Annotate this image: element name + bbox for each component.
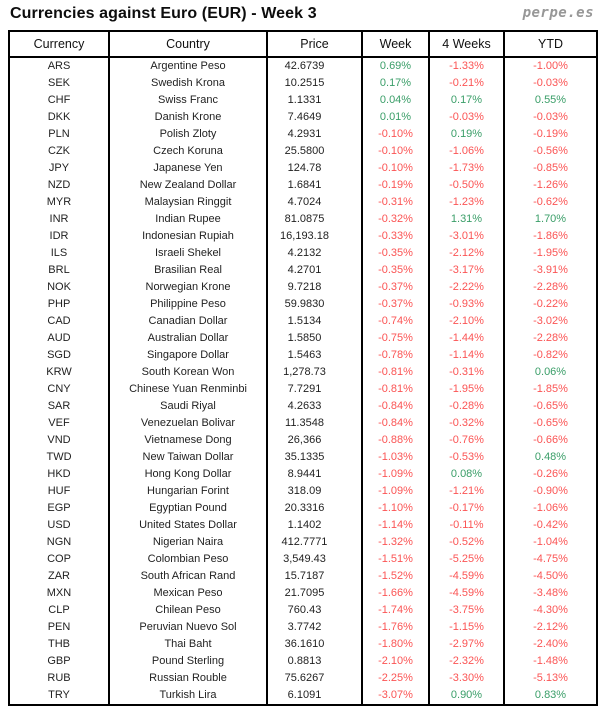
currency-code-cell: VND [9,432,109,449]
country-cell: Czech Koruna [109,143,267,160]
price-cell: 0.8813 [267,653,362,670]
ytd-cell: -0.19% [504,126,597,143]
week-cell: -1.66% [362,585,429,602]
table-row [9,687,597,705]
four-weeks-cell: -0.93% [429,296,504,313]
table-row [9,109,597,126]
week-cell: -0.81% [362,364,429,381]
price-cell: 25.5800 [267,143,362,160]
country-cell: Peruvian Nuevo Sol [109,619,267,636]
ytd-cell: -4.50% [504,568,597,585]
price-cell: 81.0875 [267,211,362,228]
country-cell: Pound Sterling [109,653,267,670]
week-cell: -0.74% [362,313,429,330]
ytd-cell: -2.28% [504,279,597,296]
table-row [9,330,597,347]
week-cell: -0.37% [362,279,429,296]
week-cell: -0.78% [362,347,429,364]
table-row [9,194,597,211]
price-cell: 75.6267 [267,670,362,687]
week-cell: -0.19% [362,177,429,194]
four-weeks-cell: -2.97% [429,636,504,653]
four-weeks-cell: 0.90% [429,687,504,705]
country-cell: Hungarian Forint [109,483,267,500]
price-cell: 412.7771 [267,534,362,551]
week-cell: -1.09% [362,466,429,483]
country-cell: Indonesian Rupiah [109,228,267,245]
four-weeks-cell: -0.53% [429,449,504,466]
price-cell: 7.7291 [267,381,362,398]
currency-code-cell: RUB [9,670,109,687]
price-cell: 11.3548 [267,415,362,432]
ytd-cell: -0.03% [504,109,597,126]
price-cell: 16,193.18 [267,228,362,245]
price-cell: 1.5134 [267,313,362,330]
country-cell: Australian Dollar [109,330,267,347]
four-weeks-cell: -0.11% [429,517,504,534]
ytd-cell: -0.82% [504,347,597,364]
country-cell: Polish Zloty [109,126,267,143]
four-weeks-cell: -0.76% [429,432,504,449]
table-row [9,177,597,194]
table-row [9,517,597,534]
currency-code-cell: ZAR [9,568,109,585]
price-cell: 15.7187 [267,568,362,585]
week-cell: 0.04% [362,92,429,109]
country-cell: Brasilian Real [109,262,267,279]
country-cell: Thai Baht [109,636,267,653]
currency-code-cell: USD [9,517,109,534]
price-cell: 4.7024 [267,194,362,211]
country-cell: Norwegian Krone [109,279,267,296]
price-cell: 124.78 [267,160,362,177]
four-weeks-cell: 0.08% [429,466,504,483]
ytd-cell: -1.86% [504,228,597,245]
price-cell: 4.2701 [267,262,362,279]
week-cell: -0.10% [362,160,429,177]
currency-code-cell: NGN [9,534,109,551]
four-weeks-cell: -3.17% [429,262,504,279]
country-cell: Chilean Peso [109,602,267,619]
country-cell: Egyptian Pound [109,500,267,517]
currency-code-cell: PHP [9,296,109,313]
four-weeks-cell: 1.31% [429,211,504,228]
four-weeks-cell: -0.31% [429,364,504,381]
week-cell: 0.17% [362,75,429,92]
ytd-cell: -1.95% [504,245,597,262]
four-weeks-cell: -1.14% [429,347,504,364]
week-cell: -0.81% [362,381,429,398]
ytd-cell: -0.26% [504,466,597,483]
ytd-cell: -0.56% [504,143,597,160]
ytd-cell: -0.62% [504,194,597,211]
four-weeks-cell: 0.17% [429,92,504,109]
week-cell: -0.35% [362,245,429,262]
currency-code-cell: ARS [9,57,109,75]
country-cell: Saudi Riyal [109,398,267,415]
price-cell: 7.4649 [267,109,362,126]
price-cell: 318.09 [267,483,362,500]
price-cell: 21.7095 [267,585,362,602]
brand-logo: perpe.es [522,5,594,21]
price-cell: 4.2633 [267,398,362,415]
table-row [9,670,597,687]
ytd-cell: -0.65% [504,398,597,415]
currency-code-cell: MXN [9,585,109,602]
table-row [9,313,597,330]
currency-code-cell: KRW [9,364,109,381]
table-row [9,245,597,262]
week-cell: -0.10% [362,143,429,160]
table-row [9,636,597,653]
country-cell: New Taiwan Dollar [109,449,267,466]
ytd-cell: -3.91% [504,262,597,279]
table-row [9,483,597,500]
four-weeks-cell: -0.50% [429,177,504,194]
week-cell: -1.51% [362,551,429,568]
four-weeks-cell: -3.30% [429,670,504,687]
four-weeks-cell: -0.21% [429,75,504,92]
table-row [9,602,597,619]
currency-code-cell: THB [9,636,109,653]
currency-code-cell: SEK [9,75,109,92]
week-cell: -2.10% [362,653,429,670]
country-cell: Malaysian Ringgit [109,194,267,211]
currency-code-cell: TWD [9,449,109,466]
week-cell: -2.25% [362,670,429,687]
table-row [9,398,597,415]
four-weeks-cell: -0.52% [429,534,504,551]
week-cell: -1.76% [362,619,429,636]
price-cell: 6.1091 [267,687,362,705]
price-cell: 42.6739 [267,57,362,75]
country-cell: Philippine Peso [109,296,267,313]
ytd-cell: -0.65% [504,415,597,432]
currency-code-cell: EGP [9,500,109,517]
table-row [9,296,597,313]
ytd-cell: -1.85% [504,381,597,398]
country-cell: Argentine Peso [109,57,267,75]
table-body [9,57,597,705]
price-cell: 36.1610 [267,636,362,653]
ytd-cell: -1.48% [504,653,597,670]
week-cell: -1.52% [362,568,429,585]
table-row [9,347,597,364]
four-weeks-cell: -0.32% [429,415,504,432]
four-weeks-cell: -1.23% [429,194,504,211]
week-cell: -1.80% [362,636,429,653]
week-cell: -0.75% [362,330,429,347]
week-cell: -0.84% [362,415,429,432]
table-header [9,31,597,57]
column-header-country-cell: Country [109,31,267,57]
price-cell: 1.1402 [267,517,362,534]
country-cell: Israeli Shekel [109,245,267,262]
week-cell: -0.37% [362,296,429,313]
country-cell: Russian Rouble [109,670,267,687]
four-weeks-cell: -0.03% [429,109,504,126]
currency-code-cell: GBP [9,653,109,670]
country-cell: Nigerian Naira [109,534,267,551]
ytd-cell: 0.55% [504,92,597,109]
week-cell: -0.35% [362,262,429,279]
price-cell: 10.2515 [267,75,362,92]
table-row [9,92,597,109]
currency-code-cell: TRY [9,687,109,705]
country-cell: Hong Kong Dollar [109,466,267,483]
column-header-currency-code-cell: Currency [9,31,109,57]
page-title: Currencies against Euro (EUR) - Week 3 [10,5,317,22]
country-cell: South African Rand [109,568,267,585]
ytd-cell: -0.66% [504,432,597,449]
four-weeks-cell: -5.25% [429,551,504,568]
price-cell: 3,549.43 [267,551,362,568]
ytd-cell: -0.42% [504,517,597,534]
four-weeks-cell: -1.33% [429,57,504,75]
table-row [9,500,597,517]
ytd-cell: -4.75% [504,551,597,568]
week-cell: -0.10% [362,126,429,143]
currency-code-cell: NOK [9,279,109,296]
country-cell: Swedish Krona [109,75,267,92]
column-header-four-weeks-cell: 4 Weeks [429,31,504,57]
ytd-cell: -0.85% [504,160,597,177]
currency-code-cell: CLP [9,602,109,619]
week-cell: -1.32% [362,534,429,551]
four-weeks-cell: 0.19% [429,126,504,143]
table-row [9,466,597,483]
price-cell: 20.3316 [267,500,362,517]
currency-code-cell: IDR [9,228,109,245]
week-cell: -0.31% [362,194,429,211]
table-row [9,551,597,568]
country-cell: Colombian Peso [109,551,267,568]
ytd-cell: 0.83% [504,687,597,705]
currency-table [8,30,598,706]
price-cell: 59.9830 [267,296,362,313]
four-weeks-cell: -1.06% [429,143,504,160]
price-cell: 1.5850 [267,330,362,347]
table-row [9,432,597,449]
table-row [9,262,597,279]
currency-code-cell: CAD [9,313,109,330]
country-cell: Vietnamese Dong [109,432,267,449]
ytd-cell: -2.40% [504,636,597,653]
table-row [9,653,597,670]
country-cell: Danish Krone [109,109,267,126]
currency-code-cell: NZD [9,177,109,194]
week-cell: -0.32% [362,211,429,228]
ytd-cell: -0.90% [504,483,597,500]
ytd-cell: 1.70% [504,211,597,228]
currency-code-cell: ILS [9,245,109,262]
country-cell: Japanese Yen [109,160,267,177]
country-cell: United States Dollar [109,517,267,534]
currency-code-cell: CZK [9,143,109,160]
four-weeks-cell: -2.10% [429,313,504,330]
table-row [9,228,597,245]
four-weeks-cell: -3.75% [429,602,504,619]
ytd-cell: -0.22% [504,296,597,313]
table-row [9,619,597,636]
ytd-cell: -5.13% [504,670,597,687]
price-cell: 26,366 [267,432,362,449]
currency-code-cell: SGD [9,347,109,364]
price-cell: 8.9441 [267,466,362,483]
table-row [9,415,597,432]
currency-code-cell: AUD [9,330,109,347]
ytd-cell: -1.26% [504,177,597,194]
country-cell: Swiss Franc [109,92,267,109]
table-row [9,364,597,381]
table-row [9,585,597,602]
week-cell: -0.33% [362,228,429,245]
currency-code-cell: INR [9,211,109,228]
price-cell: 1,278.73 [267,364,362,381]
four-weeks-cell: -0.28% [429,398,504,415]
four-weeks-cell: -1.95% [429,381,504,398]
currency-code-cell: PEN [9,619,109,636]
table-row [9,381,597,398]
price-cell: 1.5463 [267,347,362,364]
ytd-cell: -3.48% [504,585,597,602]
column-header-price-cell: Price [267,31,362,57]
table-row [9,143,597,160]
country-cell: Venezuelan Bolivar [109,415,267,432]
price-cell: 4.2931 [267,126,362,143]
week-cell: -1.74% [362,602,429,619]
currency-code-cell: VEF [9,415,109,432]
country-cell: South Korean Won [109,364,267,381]
country-cell: Indian Rupee [109,211,267,228]
four-weeks-cell: -2.22% [429,279,504,296]
four-weeks-cell: -1.73% [429,160,504,177]
table-row [9,211,597,228]
table-row [9,568,597,585]
week-cell: -1.09% [362,483,429,500]
country-cell: New Zealand Dollar [109,177,267,194]
price-cell: 3.7742 [267,619,362,636]
week-cell: -3.07% [362,687,429,705]
country-cell: Turkish Lira [109,687,267,705]
ytd-cell: -1.00% [504,57,597,75]
price-cell: 760.43 [267,602,362,619]
currency-code-cell: PLN [9,126,109,143]
price-cell: 1.1331 [267,92,362,109]
country-cell: Canadian Dollar [109,313,267,330]
country-cell: Chinese Yuan Renminbi [109,381,267,398]
currency-code-cell: CNY [9,381,109,398]
ytd-cell: 0.48% [504,449,597,466]
week-cell: -1.14% [362,517,429,534]
currency-code-cell: HKD [9,466,109,483]
four-weeks-cell: -2.32% [429,653,504,670]
ytd-cell: 0.06% [504,364,597,381]
ytd-cell: -1.04% [504,534,597,551]
ytd-cell: -0.03% [504,75,597,92]
column-header-ytd-cell: YTD [504,31,597,57]
currency-code-cell: COP [9,551,109,568]
four-weeks-cell: -3.01% [429,228,504,245]
four-weeks-cell: -0.17% [429,500,504,517]
currency-code-cell: DKK [9,109,109,126]
column-header-week-cell: Week [362,31,429,57]
country-cell: Singapore Dollar [109,347,267,364]
four-weeks-cell: -1.21% [429,483,504,500]
table-row [9,534,597,551]
price-cell: 9.7218 [267,279,362,296]
price-cell: 1.6841 [267,177,362,194]
week-cell: -0.88% [362,432,429,449]
table-row [9,126,597,143]
four-weeks-cell: -4.59% [429,568,504,585]
table-row [9,160,597,177]
currency-code-cell: JPY [9,160,109,177]
table-row [9,75,597,92]
ytd-cell: -2.12% [504,619,597,636]
ytd-cell: -3.02% [504,313,597,330]
table-row [9,57,597,75]
currency-code-cell: BRL [9,262,109,279]
table-row [9,449,597,466]
table-row [9,279,597,296]
four-weeks-cell: -4.59% [429,585,504,602]
week-cell: 0.01% [362,109,429,126]
week-cell: -1.03% [362,449,429,466]
currency-code-cell: CHF [9,92,109,109]
week-cell: -1.10% [362,500,429,517]
ytd-cell: -1.06% [504,500,597,517]
country-cell: Mexican Peso [109,585,267,602]
currency-code-cell: MYR [9,194,109,211]
week-cell: 0.69% [362,57,429,75]
currency-code-cell: SAR [9,398,109,415]
currency-code-cell: HUF [9,483,109,500]
ytd-cell: -4.30% [504,602,597,619]
four-weeks-cell: -2.12% [429,245,504,262]
price-cell: 4.2132 [267,245,362,262]
week-cell: -0.84% [362,398,429,415]
four-weeks-cell: -1.15% [429,619,504,636]
ytd-cell: -2.28% [504,330,597,347]
price-cell: 35.1335 [267,449,362,466]
page-header [8,0,596,30]
table-header-row [9,31,597,57]
four-weeks-cell: -1.44% [429,330,504,347]
